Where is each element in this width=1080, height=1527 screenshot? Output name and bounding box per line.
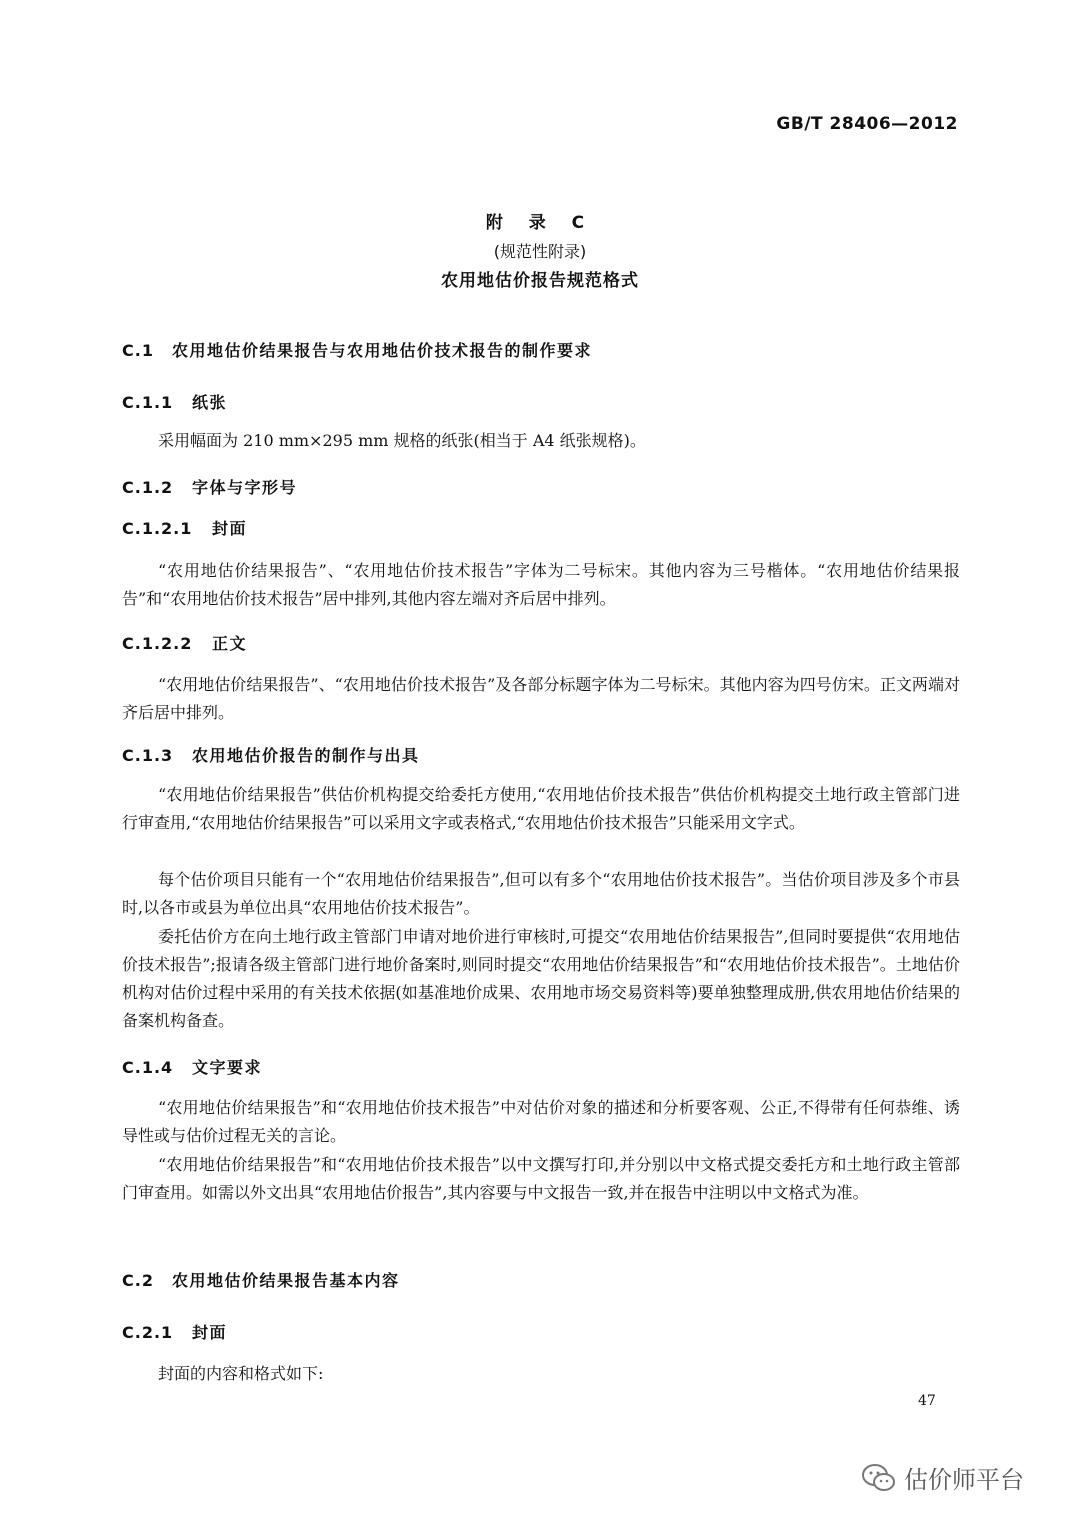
- section-heading-c1-2-1: [122, 516, 247, 539]
- section-number: C.1.4: [122, 1058, 174, 1077]
- standard-number: GB/T 28406—2012: [776, 114, 958, 134]
- section-number: C.1.1: [122, 393, 174, 412]
- wechat-icon: [862, 1463, 896, 1493]
- section-heading-c1-2-2: [122, 631, 247, 654]
- section-title: 封面: [212, 519, 248, 538]
- section-heading-c2: [122, 1268, 400, 1291]
- section-heading-c1-2: [122, 475, 297, 498]
- section-heading-c1-1: [122, 390, 227, 413]
- paragraph: 封面的内容和格式如下:: [158, 1364, 324, 1383]
- paragraph: “农用地估价结果报告”和“农用地估价技术报告”以中文撰写打印,并分别以中文格式提交委托方和土地行政主管部门审查用。如需以外文出具“农用地估价报告”,其内容要与中文报告一致,并在报告中注明以中文格式为准。: [122, 1155, 960, 1202]
- paragraph: 采用幅面为 210 mm×295 mm 规格的纸张(相当于 A4 纸张规格)。: [158, 431, 646, 450]
- section-number: C.1.2.1: [122, 519, 193, 538]
- section-heading-c1-3: [122, 743, 420, 766]
- paragraph: “农用地估价结果报告”、“农用地估价技术报告”及各部分标题字体为二号标宋。其他内容为四号仿宋。正文两端对齐后居中排列。: [122, 675, 960, 722]
- page-number: 47: [918, 1393, 936, 1409]
- section-number: C.1.2: [122, 478, 174, 497]
- paragraph: “农用地估价结果报告”和“农用地估价技术报告”中对估价对象的描述和分析要客观、公正,不得带有任何恭维、诱导性或与估价过程无关的言论。: [122, 1098, 960, 1145]
- paragraph: “农用地估价结果报告”、“农用地估价技术报告”字体为二号标宋。其他内容为三号楷体。“农用地估价结果报告”和“农用地估价技术报告”居中排列,其他内容左端对齐后居中排列。: [122, 561, 960, 608]
- section-title: 字体与字形号: [192, 478, 298, 497]
- section-number: C.1: [122, 341, 154, 360]
- section-number: C.2: [122, 1271, 154, 1290]
- section-number: C.1.3: [122, 746, 174, 765]
- section-title: 纸张: [192, 393, 228, 412]
- section-title: 农用地估价结果报告与农用地估价技术报告的制作要求: [172, 341, 593, 360]
- section-heading-c1-4: [122, 1055, 262, 1078]
- section-number: C.1.2.2: [122, 634, 193, 653]
- section-number: C.2.1: [122, 1323, 174, 1342]
- paragraph: “农用地估价结果报告”供估价机构提交给委托方使用,“农用地估价技术报告”供估价机构提交土地行政主管部门进行审查用,“农用地估价结果报告”可以采用文字或表格式,“农用地估价技术报告”只能采用文字式。: [122, 785, 960, 832]
- section-title: 文字要求: [192, 1058, 263, 1077]
- watermark: [862, 1460, 1024, 1495]
- paragraph: 每个估价项目只能有一个“农用地估价结果报告”,但可以有多个“农用地估价技术报告”。当估价项目涉及多个市县时,以各市或县为单位出具“农用地估价技术报告”。: [122, 870, 960, 917]
- appendix-title: 农用地估价报告规范格式: [441, 271, 639, 291]
- appendix-label: 附 录 C: [485, 213, 595, 233]
- section-title: 农用地估价报告的制作与出具: [192, 746, 420, 765]
- watermark-text: 估价师平台: [904, 1466, 1024, 1494]
- section-heading-c1: [122, 338, 592, 361]
- section-heading-c2-1: [122, 1320, 227, 1343]
- paragraph: 委托估价方在向土地行政主管部门申请对地价进行审核时,可提交“农用地估价结果报告”,但同时要提供“农用地估价技术报告”;报请各级主管部门进行地价备案时,则同时提交“农用地估价结果报告”和“农用地估价技术报告”。土地估价机构对估价过程中采用的有关技术依据(如基准地价成果、农用地市场交易资料等)要单独整理成册,供农用地估价结果的备案机构备查。: [122, 927, 960, 1030]
- section-title: 正文: [212, 634, 248, 653]
- section-title: 农用地估价结果报告基本内容: [172, 1271, 400, 1290]
- section-title: 封面: [192, 1323, 228, 1342]
- appendix-type: (规范性附录): [493, 242, 587, 261]
